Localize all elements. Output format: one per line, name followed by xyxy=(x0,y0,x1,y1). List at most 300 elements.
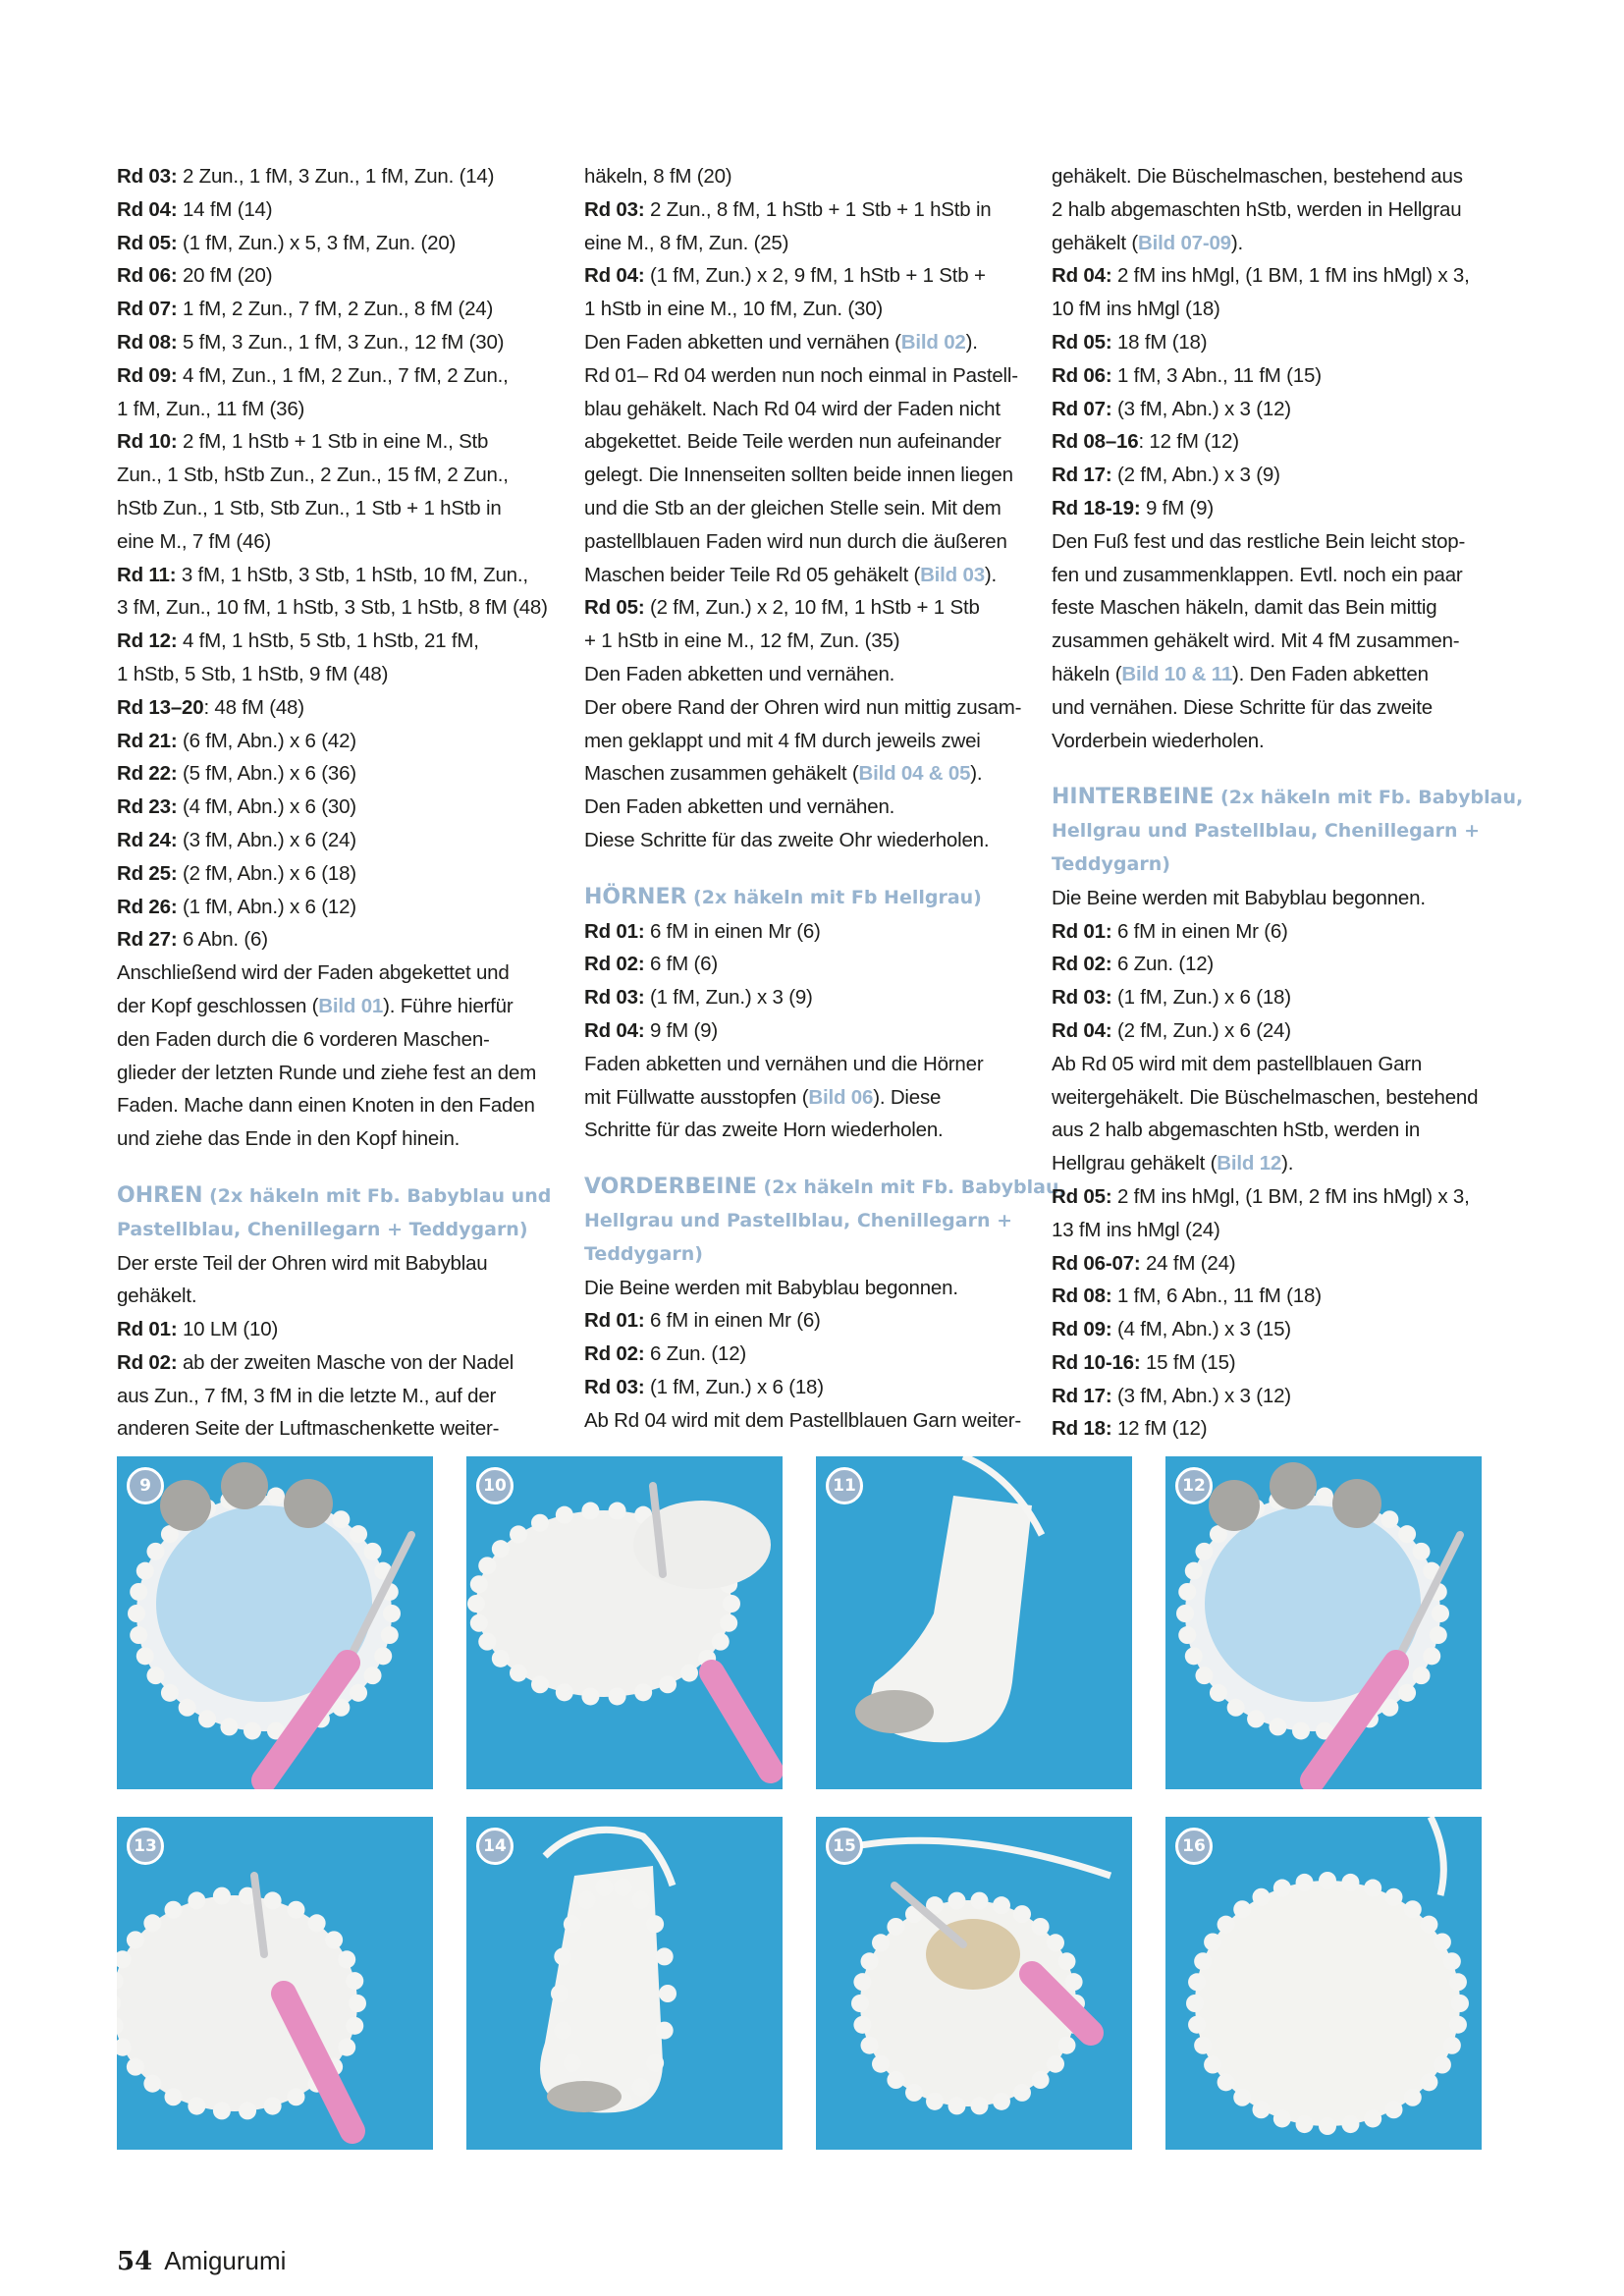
fluff-texture xyxy=(554,1947,571,1965)
fluff-texture xyxy=(659,1675,677,1693)
line-text-after: ). xyxy=(970,762,983,786)
fluff-texture xyxy=(1188,1973,1206,1991)
round-label: Rd 06: xyxy=(117,264,178,288)
text-line xyxy=(1052,259,1484,293)
fluff-texture xyxy=(288,1901,305,1919)
line-text: 15 fM (15) xyxy=(1140,1350,1236,1374)
fluff-texture xyxy=(374,1647,392,1665)
round-label: Rd 04: xyxy=(1052,1018,1112,1042)
round-label: Rd 06-07: xyxy=(1052,1251,1141,1275)
line-text: (3 fM, Abn.) x 6 (24) xyxy=(177,828,356,851)
photo-illustration xyxy=(816,1456,1132,1789)
line-text: aus Zun., 7 fM, 3 fM in die letzte M., auf der xyxy=(117,1384,497,1407)
line-text: 2 halb abgemaschten hStb, werden in Hellgrau xyxy=(1052,197,1462,221)
line-text: 1 fM, Zun., 11 fM (36) xyxy=(117,397,305,420)
section-heading xyxy=(117,1179,552,1214)
fluff-texture xyxy=(1186,1995,1204,2012)
photo-illustration xyxy=(1165,1817,1482,2150)
photo-illustration xyxy=(816,1817,1132,2150)
text-line xyxy=(584,824,1016,857)
fluff-texture xyxy=(1273,1880,1291,1897)
fluff-texture xyxy=(1057,2037,1075,2054)
text-line xyxy=(117,1122,539,1156)
fluff-texture xyxy=(1398,1525,1416,1543)
line-text-after: ). Diese xyxy=(873,1085,942,1109)
fluff-texture xyxy=(1194,1952,1212,1970)
round-label: Rd 09: xyxy=(117,363,178,387)
text-line xyxy=(117,691,539,725)
fluff-texture xyxy=(905,2084,923,2102)
text-line xyxy=(117,559,539,592)
text-line xyxy=(1052,1147,1484,1180)
round-label: Rd 03: xyxy=(584,986,645,1010)
text-line xyxy=(584,1081,1016,1115)
fluff-texture xyxy=(1451,1995,1469,2012)
text-line xyxy=(584,658,1016,691)
fluff-texture xyxy=(1253,2101,1271,2118)
text-line xyxy=(117,492,539,525)
round-label: Rd 10: xyxy=(117,430,178,454)
fluff-texture xyxy=(948,1892,966,1910)
line-text-after: ). xyxy=(984,563,998,586)
line-text: weitergehäkelt. Die Büschelmaschen, bestehend xyxy=(1052,1085,1479,1109)
line-text: (4 fM, Abn.) x 6 (30) xyxy=(177,795,356,819)
section-subtitle: Hellgrau und Pastellblau, Chenillegarn + xyxy=(1052,820,1481,843)
round-label: Rd 17: xyxy=(1052,1384,1112,1407)
fluff-texture xyxy=(364,1543,382,1560)
round-label: Rd 23: xyxy=(117,795,178,819)
fluff-texture xyxy=(213,2102,231,2119)
line-text: abgekettet. Beide Teile werden nun aufeinander xyxy=(584,430,1001,454)
line-text: hStb Zun., 1 Stb, Stb Zun., 1 Stb + 1 hStb in xyxy=(117,496,502,519)
fluff-texture xyxy=(179,1699,196,1717)
round-label: Rd 04: xyxy=(584,264,645,288)
text-line xyxy=(117,393,539,426)
round-label: Rd 08: xyxy=(1052,1285,1112,1308)
image-reference: Bild 12 xyxy=(1217,1152,1282,1175)
fluff-texture xyxy=(926,2093,944,2110)
line-text: 9 fM (9) xyxy=(1140,496,1214,519)
fluff-texture xyxy=(130,1583,147,1601)
section-subtitle: Teddygarn) xyxy=(584,1242,703,1265)
line-text: häkeln ( xyxy=(1052,662,1122,685)
line-text: 6 Zun. (12) xyxy=(644,1342,747,1366)
line-text: Den Faden abketten und vernähen ( xyxy=(584,330,901,354)
fluff-texture xyxy=(1316,1488,1333,1505)
text-line xyxy=(117,326,539,359)
fluff-texture xyxy=(1385,2101,1403,2118)
section-heading xyxy=(117,1214,539,1247)
text-line xyxy=(1052,1313,1484,1346)
text-line xyxy=(117,791,539,824)
text-line xyxy=(117,990,539,1023)
round-label: Rd 10-16: xyxy=(1052,1350,1141,1374)
fluff-texture xyxy=(1364,1880,1381,1897)
text-line xyxy=(117,824,539,857)
fluff-texture xyxy=(556,1506,573,1524)
line-text: (6 fM, Abn.) x 6 (42) xyxy=(177,729,356,752)
section-subtitle: (2x häkeln mit Fb. Babyblau, xyxy=(1214,787,1524,809)
line-text: Maschen beider Teile Rd 05 gehäkelt ( xyxy=(584,563,921,586)
fluff-texture xyxy=(188,1891,205,1909)
text-line xyxy=(117,259,539,293)
paw-toe xyxy=(284,1479,333,1528)
line-text: Anschließend wird der Faden abgekettet und xyxy=(117,961,510,985)
line-text: : 12 fM (12) xyxy=(1138,430,1239,454)
text-line xyxy=(117,459,539,492)
fluff-texture xyxy=(948,2097,966,2114)
line-text: gehäkelt ( xyxy=(1052,231,1139,254)
fluff-texture xyxy=(1194,2037,1212,2054)
line-text: Den Faden abketten und vernähen. xyxy=(584,795,895,819)
photo-illustration xyxy=(466,1456,783,1789)
fluff-texture xyxy=(1432,1605,1449,1622)
text-line xyxy=(117,625,539,658)
line-text: 1 fM, 3 Abn., 11 fM (15) xyxy=(1111,363,1322,387)
section-heading xyxy=(1052,815,1484,848)
fluff-texture xyxy=(970,2097,988,2114)
section-gap xyxy=(584,857,1016,881)
fluff-texture xyxy=(478,1557,496,1574)
fluff-texture xyxy=(143,2075,161,2093)
text-line xyxy=(584,691,1022,725)
text-line xyxy=(584,1014,1016,1048)
text-column-1 xyxy=(117,160,552,1446)
photo-number-badge: 10 xyxy=(476,1467,514,1504)
text-line xyxy=(1052,293,1484,326)
publication-name: Amigurumi xyxy=(164,2246,287,2275)
fluff-texture xyxy=(1057,1952,1075,1970)
text-line xyxy=(1052,559,1484,592)
fluff-texture xyxy=(1178,1583,1196,1601)
fluff-texture xyxy=(1319,1872,1336,1889)
image-reference: Bild 02 xyxy=(900,330,966,354)
line-text: 4 fM, 1 hStb, 5 Stb, 1 hStb, 21 fM, xyxy=(177,629,479,653)
fluff-texture xyxy=(531,1514,549,1532)
text-line xyxy=(117,891,539,924)
fluff-texture xyxy=(851,1995,869,2012)
text-line xyxy=(1052,193,1484,227)
line-text: feste Maschen häkeln, damit das Bein mittig xyxy=(1052,596,1437,620)
fluff-texture xyxy=(510,1665,527,1682)
fluff-texture xyxy=(1398,1684,1416,1702)
fluff-texture xyxy=(288,2088,305,2105)
text-line xyxy=(584,193,1016,227)
text-line xyxy=(584,981,1016,1014)
fluff-texture xyxy=(1227,1699,1245,1717)
line-text: Vorderbein wiederholen. xyxy=(1052,729,1265,752)
line-text: (2 fM, Zun.) x 2, 10 fM, 1 hStb + 1 Stb xyxy=(644,596,980,620)
text-line xyxy=(117,1057,539,1090)
section-subtitle: (2x häkeln mit Fb. Babyblau, xyxy=(756,1176,1066,1199)
round-label: Rd 13–20 xyxy=(117,695,204,719)
text-line xyxy=(584,393,1016,426)
section-subtitle: Hellgrau und Pastellblau, Chenillegarn + xyxy=(584,1209,1013,1231)
image-reference: Bild 01 xyxy=(318,994,384,1017)
section-heading xyxy=(1052,848,1484,882)
round-label: Rd 01: xyxy=(584,919,645,943)
round-label: Rd 08–16 xyxy=(1052,430,1139,454)
text-line xyxy=(117,957,539,990)
fluff-texture xyxy=(332,1510,350,1528)
fluff-texture xyxy=(1218,1916,1235,1934)
image-reference: Bild 03 xyxy=(920,563,985,586)
fluff-texture xyxy=(1385,1888,1403,1906)
fluff-texture xyxy=(609,1503,626,1520)
fluff-texture xyxy=(1032,2071,1050,2089)
line-text: gehäkelt. Die Büschelmaschen, bestehend aus xyxy=(1052,165,1463,188)
fluff-texture xyxy=(1296,2115,1314,2133)
fluff-texture xyxy=(1013,2084,1031,2102)
fluff-texture xyxy=(308,1914,326,1932)
round-label: Rd 03: xyxy=(117,165,178,188)
line-text: fen und zusammenklappen. Evtl. noch ein paar xyxy=(1052,563,1463,586)
fluff-texture xyxy=(165,2088,183,2105)
text-line xyxy=(1052,425,1484,459)
line-text: glieder der letzten Runde und ziehe fest an dem xyxy=(117,1061,537,1084)
text-line xyxy=(584,326,1016,359)
photo-illustration xyxy=(466,1817,783,2150)
fluff-texture xyxy=(143,1914,161,1932)
fluff-texture xyxy=(350,1525,367,1543)
line-text: häkeln, 8 fM (20) xyxy=(584,165,732,188)
round-label: Rd 05: xyxy=(584,596,645,620)
line-text: (3 fM, Abn.) x 3 (12) xyxy=(1111,1384,1291,1407)
fluff-texture xyxy=(887,2071,904,2089)
line-text: Faden abketten und vernähen und die Hörner xyxy=(584,1052,984,1075)
fluff-texture xyxy=(615,1879,632,1896)
fluff-texture xyxy=(1247,1710,1265,1727)
section-title: HÖRNER xyxy=(584,884,687,909)
fluff-texture xyxy=(609,1687,626,1705)
fluff-texture xyxy=(381,1626,399,1644)
fluff-texture xyxy=(1204,1934,1221,1951)
fluff-texture xyxy=(1195,1543,1213,1560)
line-text: (2 fM, Abn.) x 6 (18) xyxy=(177,861,356,885)
photo-11 xyxy=(816,1456,1132,1789)
section-heading xyxy=(584,1171,1066,1205)
fluff-texture xyxy=(239,2102,256,2119)
line-text: men geklappt und mit 4 fM durch jeweils zwei xyxy=(584,729,981,752)
text-line xyxy=(1052,1346,1484,1380)
text-line xyxy=(117,227,539,260)
line-text: Der obere Rand der Ohren wird nun mittig zusam- xyxy=(584,695,1022,719)
line-text: Maschen zusammen gehäkelt ( xyxy=(584,762,859,786)
fluff-texture xyxy=(338,1950,355,1968)
fluff-texture xyxy=(1273,2109,1291,2127)
round-label: Rd 17: xyxy=(1052,464,1112,487)
page-number: 54 xyxy=(117,2247,153,2276)
text-line xyxy=(117,293,539,326)
line-text: Schritte für das zweite Horn wiederholen. xyxy=(584,1119,944,1142)
fluff-texture xyxy=(264,2098,282,2115)
line-text: 2 Zun., 1 fM, 3 Zun., 1 fM, Zun. (14) xyxy=(177,165,495,188)
text-line xyxy=(1052,227,1484,260)
line-text: Rd 01– Rd 04 werden nun noch einmal in Pastell- xyxy=(584,363,1018,387)
text-line xyxy=(584,459,1016,492)
text-line xyxy=(1052,326,1484,359)
line-text: blau gehäkelt. Nach Rd 04 wird der Faden nicht xyxy=(584,397,1001,420)
fluff-texture xyxy=(632,2078,650,2096)
fluff-texture xyxy=(244,1722,261,1739)
round-label: Rd 22: xyxy=(117,762,178,786)
fluff-texture xyxy=(346,2017,363,2035)
line-text-after: ). xyxy=(1230,231,1244,254)
fluff-texture xyxy=(853,1973,871,1991)
fluff-texture xyxy=(1341,2115,1359,2133)
line-text: 10 LM (10) xyxy=(177,1318,279,1341)
photo-number-badge: 15 xyxy=(826,1828,863,1865)
fluff-texture xyxy=(478,1633,496,1651)
fluff-texture xyxy=(646,1915,664,1933)
fluff-texture xyxy=(632,1891,650,1909)
fluff-texture xyxy=(1420,1916,1437,1934)
fluff-texture xyxy=(1449,2016,1467,2034)
round-label: Rd 04: xyxy=(117,197,178,221)
fluff-texture xyxy=(853,2016,871,2034)
fluff-texture xyxy=(1341,1874,1359,1891)
fluff-texture xyxy=(1364,2109,1381,2127)
fluff-texture xyxy=(127,1931,144,1948)
fluff-texture xyxy=(1413,1543,1431,1560)
round-label: Rd 03: xyxy=(1052,986,1112,1010)
fluff-texture xyxy=(656,2022,674,2040)
section-gap xyxy=(584,1147,1016,1171)
round-label: Rd 03: xyxy=(584,1375,645,1398)
photo-number-badge: 12 xyxy=(1175,1467,1213,1504)
fluff-texture xyxy=(1404,2089,1422,2106)
text-line xyxy=(584,227,1016,260)
text-line xyxy=(584,1371,1016,1404)
line-text: Diese Schritte für das zweite Ohr wiederholen. xyxy=(584,828,990,851)
line-text: Ab Rd 05 wird mit dem pastellblauen Garn xyxy=(1052,1052,1423,1075)
fluff-texture xyxy=(350,1684,367,1702)
line-text: 1 hStb in eine M., 10 fM, Zun. (30) xyxy=(584,298,884,321)
fluff-texture xyxy=(712,1633,730,1651)
text-line xyxy=(584,293,1016,326)
photo-illustration xyxy=(117,1817,433,2150)
photo-12 xyxy=(1165,1456,1482,1789)
text-line xyxy=(584,492,1016,525)
round-label: Rd 01: xyxy=(1052,919,1112,943)
fluff-texture xyxy=(861,2037,879,2054)
text-line xyxy=(1052,625,1484,658)
fluff-texture xyxy=(554,2022,571,2040)
line-text: Die Beine werden mit Babyblau begonnen. xyxy=(1052,886,1426,909)
fluff-texture xyxy=(467,1595,485,1613)
line-text: : 48 fM (48) xyxy=(203,695,304,719)
line-text: 6 Zun. (12) xyxy=(1111,953,1215,976)
line-text: 2 fM ins hMgl, (1 BM, 1 fM ins hMgl) x 3, xyxy=(1111,264,1470,288)
line-text: (2 fM, Abn.) x 3 (9) xyxy=(1111,464,1280,487)
round-label: Rd 18: xyxy=(1052,1417,1112,1441)
photo-number-badge: 11 xyxy=(826,1467,863,1504)
line-text: (1 fM, Zun.) x 6 (18) xyxy=(644,1375,824,1398)
fluff-texture xyxy=(1032,1918,1050,1936)
line-text: (1 fM, Abn.) x 6 (12) xyxy=(177,895,356,918)
line-text: pastellblauen Faden wird nun durch die äußeren xyxy=(584,529,1007,553)
line-text: 1 fM, 6 Abn., 11 fM (18) xyxy=(1111,1285,1322,1308)
line-text: 6 fM in einen Mr (6) xyxy=(1111,919,1288,943)
text-line xyxy=(584,259,1016,293)
fluff-texture xyxy=(136,1647,154,1665)
line-text: mit Füllwatte ausstopfen ( xyxy=(584,1085,809,1109)
round-label: Rd 03: xyxy=(584,197,645,221)
line-text: 20 fM (20) xyxy=(177,264,273,288)
text-line xyxy=(584,791,1016,824)
fluff-texture xyxy=(1013,1905,1031,1923)
text-line xyxy=(584,425,1016,459)
photo-illustration xyxy=(117,1456,433,1789)
fluff-texture xyxy=(1443,2037,1461,2054)
text-line xyxy=(117,725,539,758)
fluff-texture xyxy=(128,1605,145,1622)
line-text: Den Fuß fest und das restliche Bein leicht stop- xyxy=(1052,529,1466,553)
text-line xyxy=(1052,915,1484,949)
round-label: Rd 25: xyxy=(117,861,178,885)
line-text: aus 2 halb abgemaschten hStb, werden in xyxy=(1052,1119,1421,1142)
line-text: 5 fM, 3 Zun., 1 fM, 3 Zun., 12 fM (30) xyxy=(177,330,505,354)
line-text: 6 fM in einen Mr (6) xyxy=(644,919,821,943)
text-line xyxy=(584,948,1016,981)
text-line xyxy=(117,591,548,625)
fluff-texture xyxy=(1430,1626,1447,1644)
line-text-after: ). xyxy=(1281,1152,1294,1175)
fluff-texture xyxy=(146,1667,164,1684)
round-label: Rd 12: xyxy=(117,629,178,653)
round-label: Rd 09: xyxy=(1052,1318,1112,1341)
text-line xyxy=(1052,591,1484,625)
fluff-texture xyxy=(723,1595,740,1613)
text-line xyxy=(117,1023,539,1057)
fluff-texture xyxy=(531,1675,549,1693)
fluff-texture xyxy=(165,1901,183,1919)
line-text: 1 fM, 2 Zun., 7 fM, 2 Zun., 8 fM (24) xyxy=(177,298,494,321)
fluff-texture xyxy=(1047,1934,1064,1951)
text-line xyxy=(584,1272,1016,1305)
fluff-texture xyxy=(581,1687,599,1705)
line-text: 6 Abn. (6) xyxy=(177,928,268,952)
line-text: der Kopf geschlossen ( xyxy=(117,994,319,1017)
text-line xyxy=(117,1346,539,1380)
text-line xyxy=(1052,1048,1484,1081)
line-text: Der erste Teil der Ohren wird mit Babyblau xyxy=(117,1251,488,1275)
fluff-texture xyxy=(1413,1667,1431,1684)
text-line xyxy=(584,591,1016,625)
section-gap xyxy=(117,1156,539,1179)
line-text: 10 fM ins hMgl (18) xyxy=(1052,298,1220,321)
fluff-texture xyxy=(1292,1722,1310,1739)
fluff-texture xyxy=(146,1543,164,1560)
section-heading xyxy=(584,1205,1016,1238)
fluff-texture xyxy=(993,2093,1010,2110)
text-line xyxy=(1052,160,1484,193)
fluff-texture xyxy=(680,1665,698,1682)
section-heading xyxy=(1052,781,1524,815)
round-label: Rd 26: xyxy=(117,895,178,918)
fluff-texture xyxy=(887,1918,904,1936)
text-line xyxy=(1052,1081,1484,1115)
text-line xyxy=(1052,981,1484,1014)
text-line xyxy=(117,1280,539,1313)
fluff-texture xyxy=(136,1562,154,1580)
section-subtitle: (2x häkeln mit Fb. Babyblau und xyxy=(202,1184,552,1207)
text-line xyxy=(117,1380,539,1413)
photo-16 xyxy=(1165,1817,1482,2150)
photo-number-badge: 13 xyxy=(127,1828,164,1865)
line-text: (4 fM, Abn.) x 3 (15) xyxy=(1111,1318,1291,1341)
section-title: HINTERBEINE xyxy=(1052,785,1215,810)
